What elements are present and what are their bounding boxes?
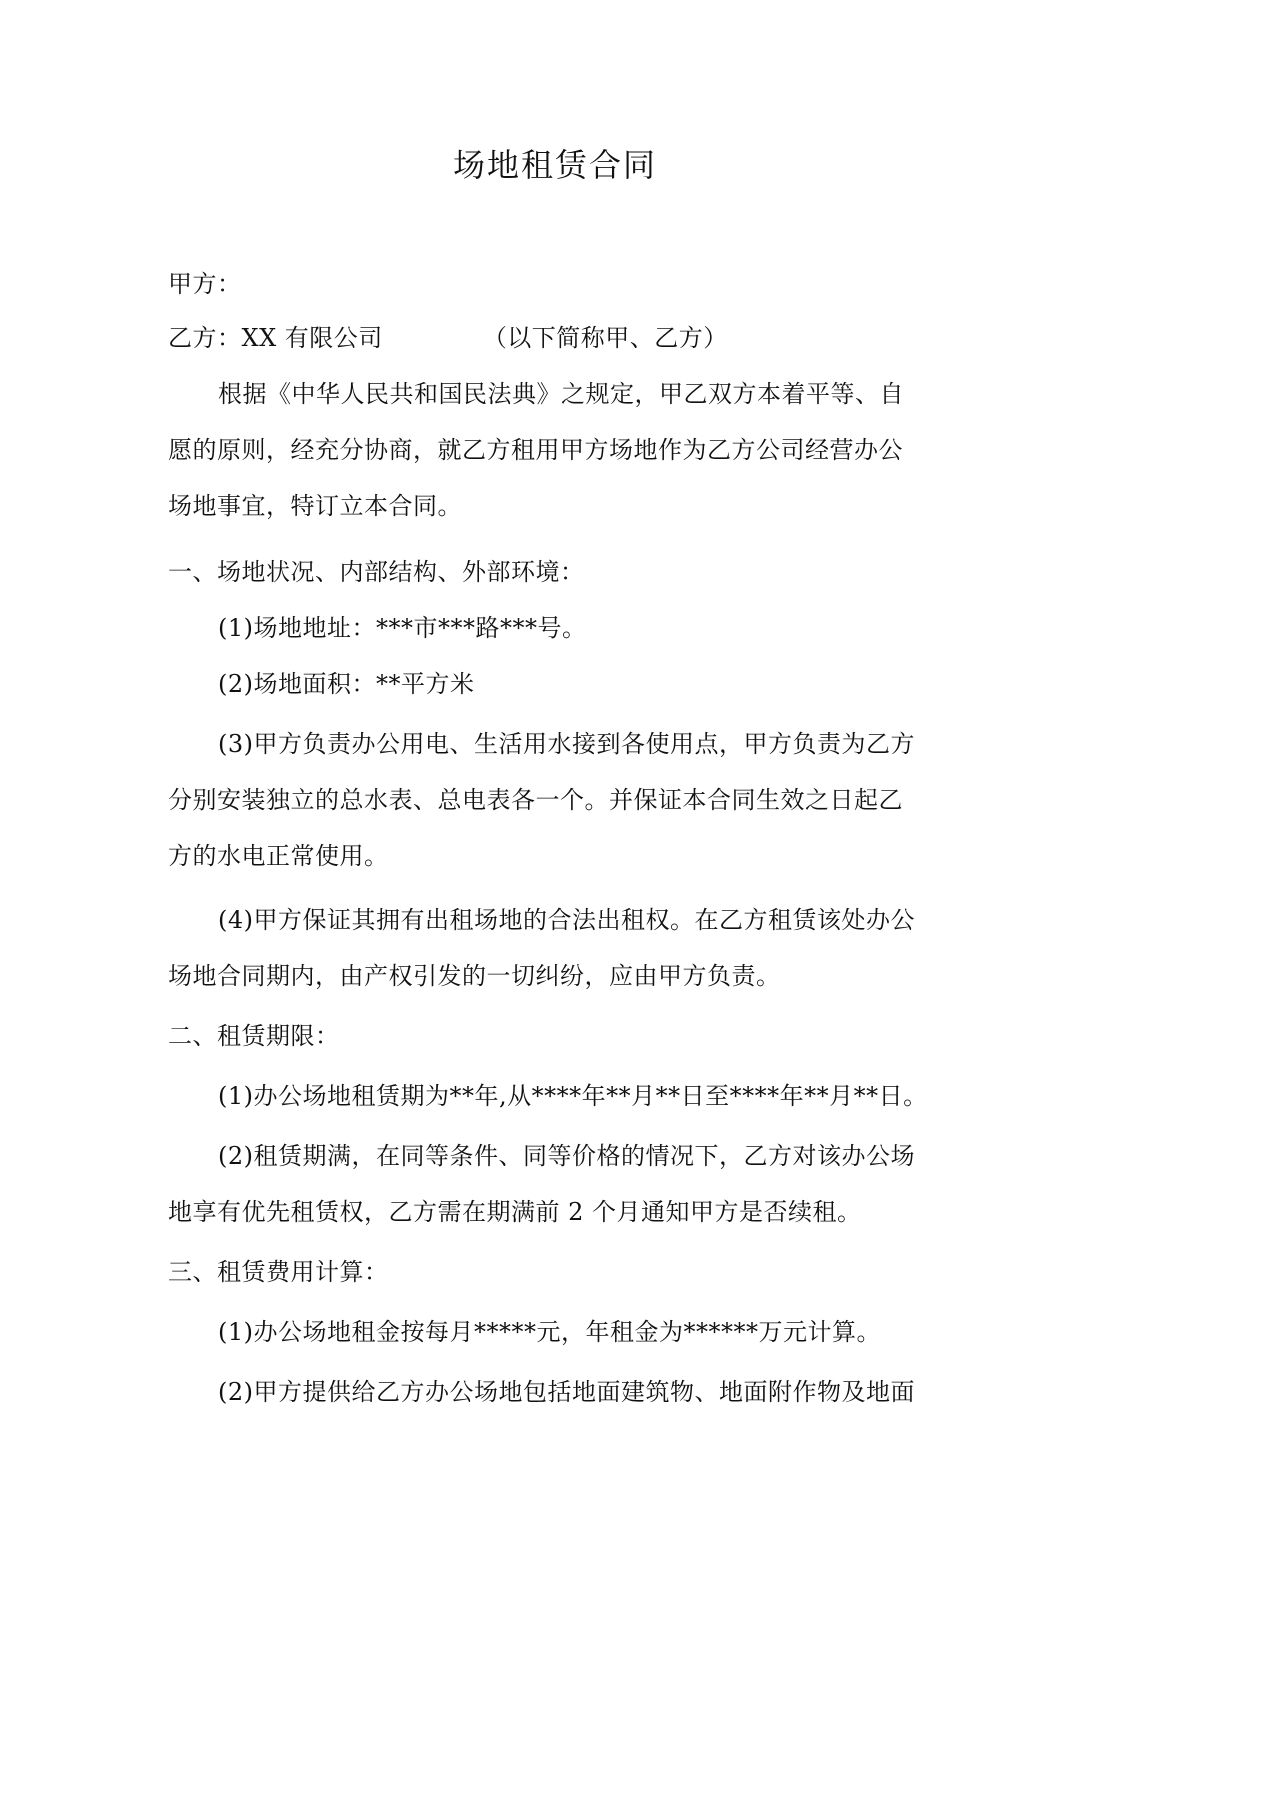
document-title: 场地租赁合同: [452, 146, 657, 184]
party-a-line: [168, 264, 958, 304]
section-3-item-2-line-1: (2)甲方提供给乙方办公场地包括地面建筑物、地面附作物及地面: [218, 1378, 915, 1406]
section-2-item-2-line-2: 地享有优先租赁权，乙方需在期满前 2 个月通知甲方是否续租。: [168, 1198, 862, 1226]
party-a-label: 甲方：: [168, 270, 242, 298]
section-3-heading: 三、租赁费用计算：: [168, 1258, 389, 1286]
preamble-line-1: 根据《中华人民共和国民法典》之规定，甲乙双方本着平等、自: [218, 380, 904, 408]
party-b-label: 乙方：XX 有限公司: [168, 324, 383, 352]
section-1-item-3-line-2: 分别安装独立的总水表、总电表各一个。并保证本合同生效之日起乙: [168, 786, 903, 814]
preamble-line-3: 场地事宜，特订立本合同。: [168, 492, 462, 520]
section-2-item-2-line-1: (2)租赁期满，在同等条件、同等价格的情况下，乙方对该办公场: [218, 1142, 915, 1170]
section-3-item-1: (1)办公场地租金按每月*****元，年租金为******万元计算。: [218, 1318, 881, 1346]
section-2-item-1: (1)办公场地租赁期为**年,从****年**月**日至****年**月**日。: [218, 1082, 928, 1110]
party-note: （以下简称甲、乙方）: [482, 324, 728, 352]
party-b-line: [168, 318, 958, 358]
section-2-heading: 二、租赁期限：: [168, 1022, 340, 1050]
section-1-item-3-line-1: (3)甲方负责办公用电、生活用水接到各使用点，甲方负责为乙方: [218, 730, 915, 758]
section-1-heading: 一、场地状况、内部结构、外部环境：: [168, 558, 585, 586]
section-1-item-3-line-3: 方的水电正常使用。: [168, 842, 389, 870]
preamble-line-2: 愿的原则，经充分协商，就乙方租用甲方场地作为乙方公司经营办公: [168, 436, 903, 464]
section-1-item-2: (2)场地面积：**平方米: [218, 670, 475, 698]
section-1-item-4-line-2: 场地合同期内，由产权引发的一切纠纷，应由甲方负责。: [168, 962, 781, 990]
section-1-item-1: (1)场地地址：***市***路***号。: [218, 614, 587, 642]
section-1-item-4-line-1: (4)甲方保证其拥有出租场地的合法出租权。在乙方租赁该处办公: [218, 906, 915, 934]
